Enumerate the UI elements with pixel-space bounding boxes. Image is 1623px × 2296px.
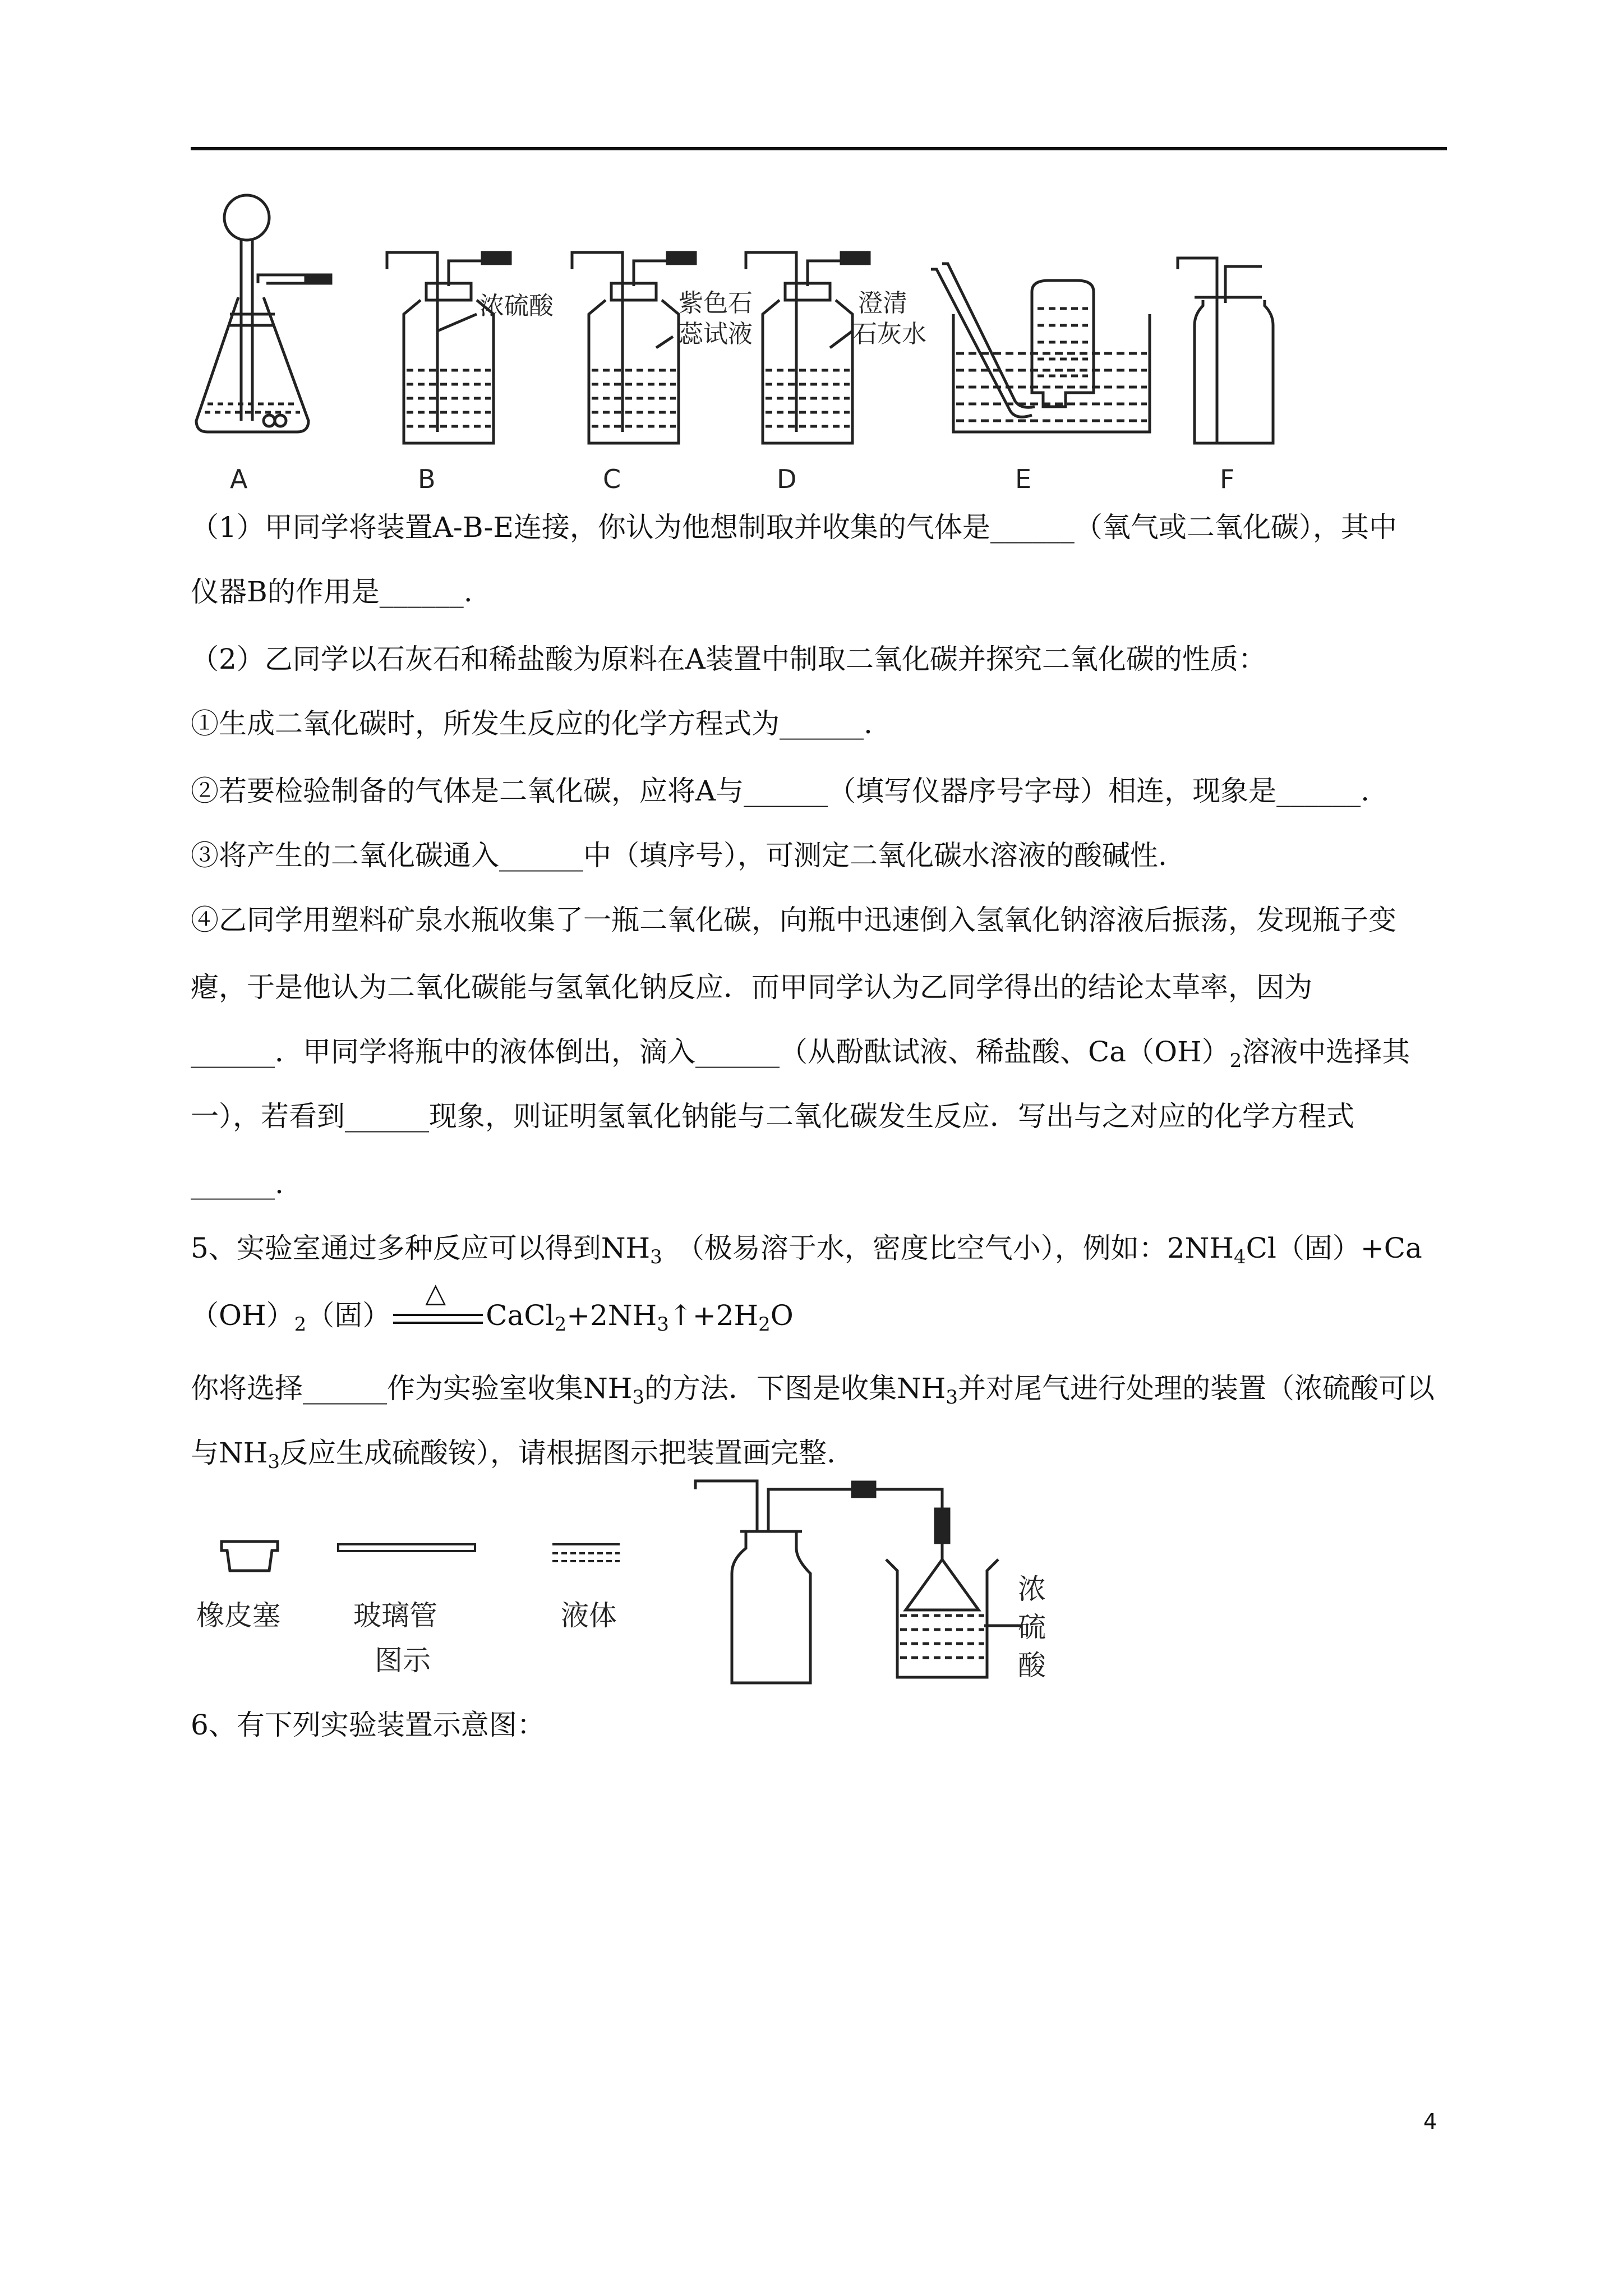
q5-eq-b: （固） <box>306 1299 391 1332</box>
annot-d-2: 石灰水 <box>852 320 926 348</box>
legend-tube-label: 玻璃管 <box>353 1599 437 1632</box>
annot-c-1: 紫色石 <box>679 289 753 318</box>
q5-eq-sub2: 2 <box>554 1313 567 1336</box>
q5-eq-sub3: 3 <box>657 1313 669 1336</box>
q4-sub3: ③将产生的二氧化碳通入______中（填序号），可测定二氧化碳水溶液的酸碱性. <box>191 839 1167 872</box>
leader-c <box>656 337 673 348</box>
q5-line3 <box>191 1369 1447 1417</box>
q4-sub4-line3 <box>191 1032 1447 1080</box>
annot-c-2: 蕊试液 <box>679 320 753 348</box>
q5-line4-b: 反应生成硫酸铵），请根据图示把装置画完整. <box>280 1437 836 1469</box>
acid-label-1: 浓 <box>1018 1573 1046 1605</box>
q5-line3-sub2: 3 <box>946 1386 958 1409</box>
annot-b: 浓硫酸 <box>479 292 554 320</box>
q5-line1 <box>191 1228 1447 1277</box>
q4-part2-intro: （2）乙同学以石灰石和稀盐酸为原料在A装置中制取二氧化碳并探究二氧化碳的性质： <box>191 643 1266 675</box>
leader-b <box>437 314 477 331</box>
legend-stopper-icon <box>219 1537 280 1576</box>
legend-stopper-label: 橡皮塞 <box>196 1599 280 1632</box>
q5-line1-sub2: 4 <box>1233 1246 1246 1268</box>
label-b: B <box>418 464 436 494</box>
apparatus-f <box>1178 258 1273 443</box>
q5-line3-sub1: 3 <box>632 1386 644 1409</box>
page-number: 4 <box>1423 2109 1437 2134</box>
heat-arrow <box>390 1277 486 1337</box>
q5-equation-line <box>191 1277 1447 1344</box>
header-rule <box>191 147 1447 150</box>
q5-line1-sub1: 3 <box>650 1246 662 1268</box>
apparatus-a <box>196 195 331 432</box>
q4-sub4-line4: 一），若看到______现象，则证明氢氧化钠能与二氧化碳发生反应．写出与之对应的化学方程式 <box>191 1100 1354 1133</box>
acid-label-2: 硫 <box>1018 1611 1046 1644</box>
q4-sub4-line2: 瘪，于是他认为二氧化碳能与氢氧化钠反应．而甲同学认为乙同学得出的结论太草率，因为 <box>191 971 1312 1004</box>
legend-tube-icon <box>336 1540 477 1557</box>
q5-line4 <box>191 1433 1447 1481</box>
q4-sub4-line3-b: 溶液中选择其 <box>1242 1036 1410 1068</box>
q4-part1-line1: （1）甲同学将装置A-B-E连接，你认为他想制取并收集的气体是______（氧气或二氧化碳），其中 <box>191 511 1397 544</box>
q4-sub4-line1: ④乙同学用塑料矿泉水瓶收集了一瓶二氧化碳，向瓶中迅速倒入氢氧化钠溶液后振荡，发现瓶子变 <box>191 904 1396 936</box>
q6-intro: 6、有下列实验装置示意图： <box>191 1709 545 1741</box>
q5-eq-a: （OH） <box>191 1299 294 1332</box>
legend-caption: 图示 <box>375 1644 431 1677</box>
q5-eq-sub1: 2 <box>294 1313 307 1336</box>
q5-eq-sub4: 2 <box>758 1313 771 1336</box>
q5-line1-a: 5、实验室通过多种反应可以得到NH <box>191 1232 651 1264</box>
q5-line4-a: 与NH <box>191 1437 268 1469</box>
q5-line1-b: （极易溶于水，密度比空气小），例如：2NH <box>662 1232 1234 1264</box>
q5-line3-c: 并对尾气进行处理的装置（浓硫酸可以 <box>958 1372 1435 1405</box>
q5-eq-d: +2NH <box>566 1299 657 1332</box>
q5-line4-sub: 3 <box>268 1451 280 1473</box>
apparatus-b <box>387 252 510 443</box>
legend-liquid-label: 液体 <box>561 1599 617 1632</box>
q4-sub4-line3-sub: 2 <box>1229 1050 1242 1072</box>
heat-symbol: △ <box>425 1277 446 1309</box>
q4-sub1: ①生成二氧化碳时，所发生反应的化学方程式为______. <box>191 707 873 740</box>
leader-d <box>830 331 852 348</box>
q5-line1-c: Cl（固）+Ca <box>1246 1232 1422 1264</box>
apparatus-c <box>572 252 695 443</box>
q5-eq-e: ↑+2H <box>668 1299 759 1332</box>
nh3-collection-apparatus <box>690 1475 1116 1694</box>
apparatus-e <box>931 264 1150 432</box>
apparatus-d <box>746 252 869 443</box>
label-f: F <box>1220 464 1235 494</box>
q5-line3-a: 你将选择______作为实验室收集NH <box>191 1372 633 1405</box>
q5-eq-f: O <box>770 1299 794 1332</box>
q4-sub4-line5: ______. <box>191 1167 284 1200</box>
q4-sub2: ②若要检验制备的气体是二氧化碳，应将A与______（填写仪器序号字母）相连，现象是______. <box>191 775 1370 807</box>
label-e: E <box>1015 464 1032 494</box>
annot-d-1: 澄清 <box>858 289 907 318</box>
q5-line3-b: 的方法．下图是收集NH <box>644 1372 946 1405</box>
acid-label-3: 酸 <box>1018 1649 1046 1682</box>
legend-liquid-icon <box>550 1540 623 1568</box>
label-d: D <box>777 464 797 494</box>
apparatus-figure <box>185 185 1307 499</box>
q5-eq-c: CaCl <box>486 1299 555 1332</box>
label-a: A <box>230 464 248 494</box>
q4-part1-line2: 仪器B的作用是______. <box>191 576 473 608</box>
label-c: C <box>603 464 621 494</box>
q4-sub4-line3-a: ______．甲同学将瓶中的液体倒出，滴入______（从酚酞试液、稀盐酸、Ca（OH） <box>191 1036 1230 1068</box>
